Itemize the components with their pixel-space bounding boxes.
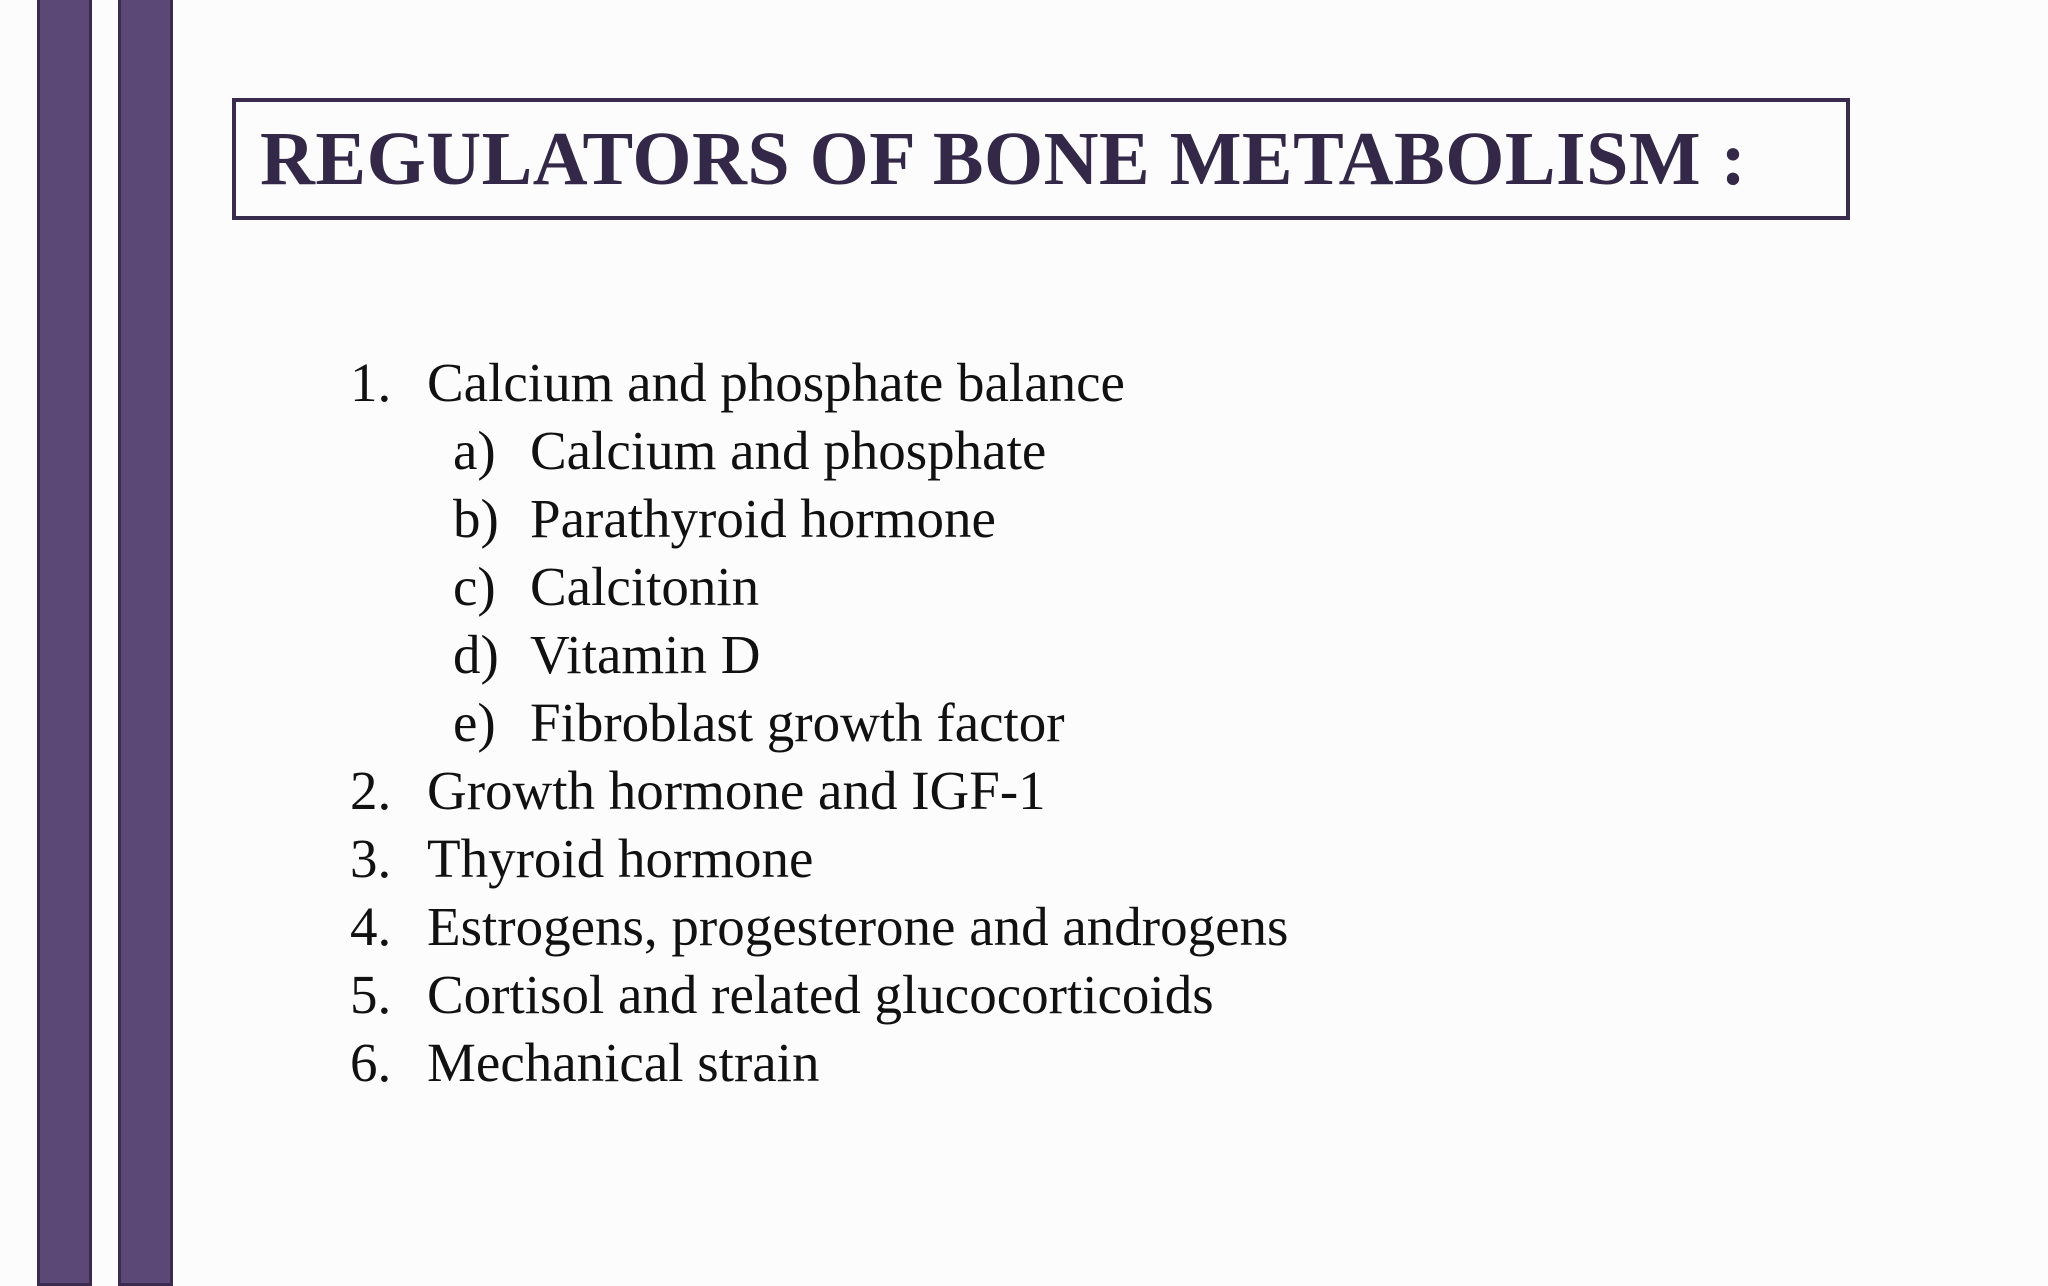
list-item-text: Growth hormone and IGF-1 xyxy=(427,759,1046,821)
decorative-side-bar xyxy=(118,0,173,1286)
list-item xyxy=(350,892,1850,960)
list-item-number: 4. xyxy=(350,895,392,957)
decorative-side-bar xyxy=(37,0,92,1286)
slide-title: REGULATORS OF BONE METABOLISM : xyxy=(260,117,1747,201)
sub-list-item-letter: c) xyxy=(453,555,496,617)
list-item xyxy=(350,824,1850,892)
list-item-text: Calcium and phosphate balance xyxy=(427,351,1125,413)
sub-list-item-letter: d) xyxy=(453,623,499,685)
title-box xyxy=(232,98,1850,220)
sub-list-item-text: Fibroblast growth factor xyxy=(530,691,1065,753)
list-item-number: 1. xyxy=(350,351,392,413)
sub-list-item xyxy=(350,552,1850,620)
sub-list-item xyxy=(350,620,1850,688)
list-item xyxy=(350,960,1850,1028)
list-item xyxy=(350,348,1850,416)
list-item-number: 6. xyxy=(350,1031,392,1093)
sub-list-item xyxy=(350,416,1850,484)
regulators-list xyxy=(350,348,1850,1096)
sub-list-item-letter: e) xyxy=(453,691,496,753)
sub-list-item xyxy=(350,484,1850,552)
sub-list-item-letter: b) xyxy=(453,487,499,549)
sub-list-item-text: Parathyroid hormone xyxy=(530,487,996,549)
list-item-number: 2. xyxy=(350,759,392,821)
list-item-text: Estrogens, progesterone and androgens xyxy=(427,895,1289,957)
list-item-text: Cortisol and related glucocorticoids xyxy=(427,963,1214,1025)
list-item-number: 3. xyxy=(350,827,392,889)
sub-list-item-text: Vitamin D xyxy=(530,623,761,685)
list-item-text: Mechanical strain xyxy=(427,1031,820,1093)
list-item xyxy=(350,1028,1850,1096)
list-item-number: 5. xyxy=(350,963,392,1025)
sub-list-item-letter: a) xyxy=(453,419,496,481)
sub-list-item-text: Calcium and phosphate xyxy=(530,419,1047,481)
sub-list-item-text: Calcitonin xyxy=(530,555,760,617)
sub-list-item xyxy=(350,688,1850,756)
list-item-text: Thyroid hormone xyxy=(427,827,814,889)
list-item xyxy=(350,756,1850,824)
